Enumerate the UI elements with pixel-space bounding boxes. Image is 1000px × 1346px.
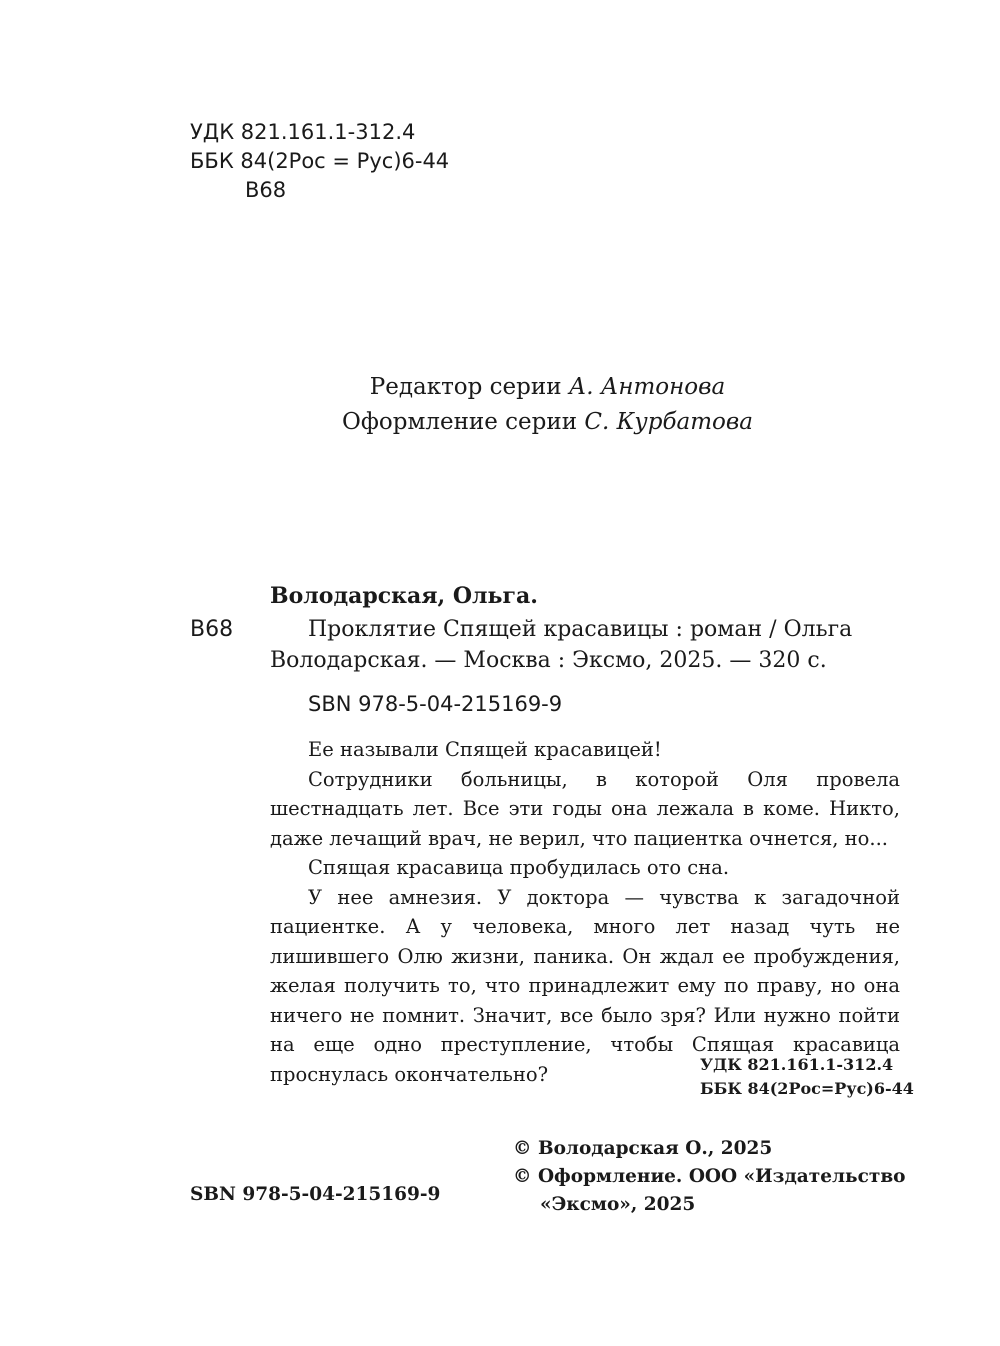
annotation-paragraph-4: У нее амнезия. У доктора — чувства к загадочной пациентке. А у человека, много лет назад чуть не лишившего Олю жизни, паника. Он ждал ее пробуждения, желая получить то, что принадлежит ему по праву, но она ничего не помнит. Значит, все было зря? Или нужно пойти на еще одно преступление, чтобы Спящая красавица проснулась окончательно? — [270, 885, 900, 1086]
classification-codes-bottom — [700, 1053, 914, 1101]
catalog-author: Володарская, Ольга. — [270, 583, 538, 609]
series-design-line — [0, 405, 1000, 440]
copyright-design: © Оформление. ООО «Издательство — [513, 1166, 906, 1187]
series-credits — [0, 370, 1000, 440]
series-editor-label: Редактор серии — [369, 374, 569, 400]
annotation-paragraph-1: Ее называли Спящей красавицей! — [308, 738, 662, 761]
catalog-biblio-line-1: Проклятие Спящей красавицы : роман / Ольга — [308, 617, 853, 642]
series-editor-name: А. Антонова — [568, 374, 726, 400]
classification-codes-top — [190, 118, 449, 205]
annotation — [270, 735, 900, 1089]
copyright-author: © Володарская О., 2025 — [513, 1138, 773, 1159]
catalog-isbn: SBN 978-5-04-215169-9 — [308, 692, 563, 716]
series-design-label: Оформление серии — [342, 409, 585, 435]
catalog-cutter: В68 — [190, 617, 234, 642]
series-design-name: С. Курбатова — [584, 409, 753, 435]
copyright-block — [513, 1135, 906, 1219]
annotation-paragraph-2: Сотрудники больницы, в которой Оля провела шестнадцать лет. Все эти годы она лежала в коме. Никто, даже лечащий врач, не верил, что пациентка очнется, но... — [270, 767, 900, 850]
bbk-code: ББК 84(2Рос = Рус)6-44 — [190, 149, 450, 173]
catalog-biblio-line-2: Володарская. — Москва : Эксмо, 2025. — 320 с. — [270, 648, 827, 673]
copyright-publisher: «Эксмо», 2025 — [540, 1194, 696, 1215]
isbn-bottom: SBN 978-5-04-215169-9 — [190, 1184, 441, 1205]
udk-code: УДК 821.161.1-312.4 — [190, 120, 416, 144]
annotation-paragraph-3: Спящая красавица пробудилась ото сна. — [308, 856, 730, 879]
bbk-code-bottom: ББК 84(2Рос=Рус)6-44 — [700, 1079, 914, 1098]
series-editor-line — [0, 370, 1000, 405]
udk-code-bottom: УДК 821.161.1-312.4 — [700, 1055, 894, 1074]
cutter-code: В68 — [245, 178, 287, 202]
